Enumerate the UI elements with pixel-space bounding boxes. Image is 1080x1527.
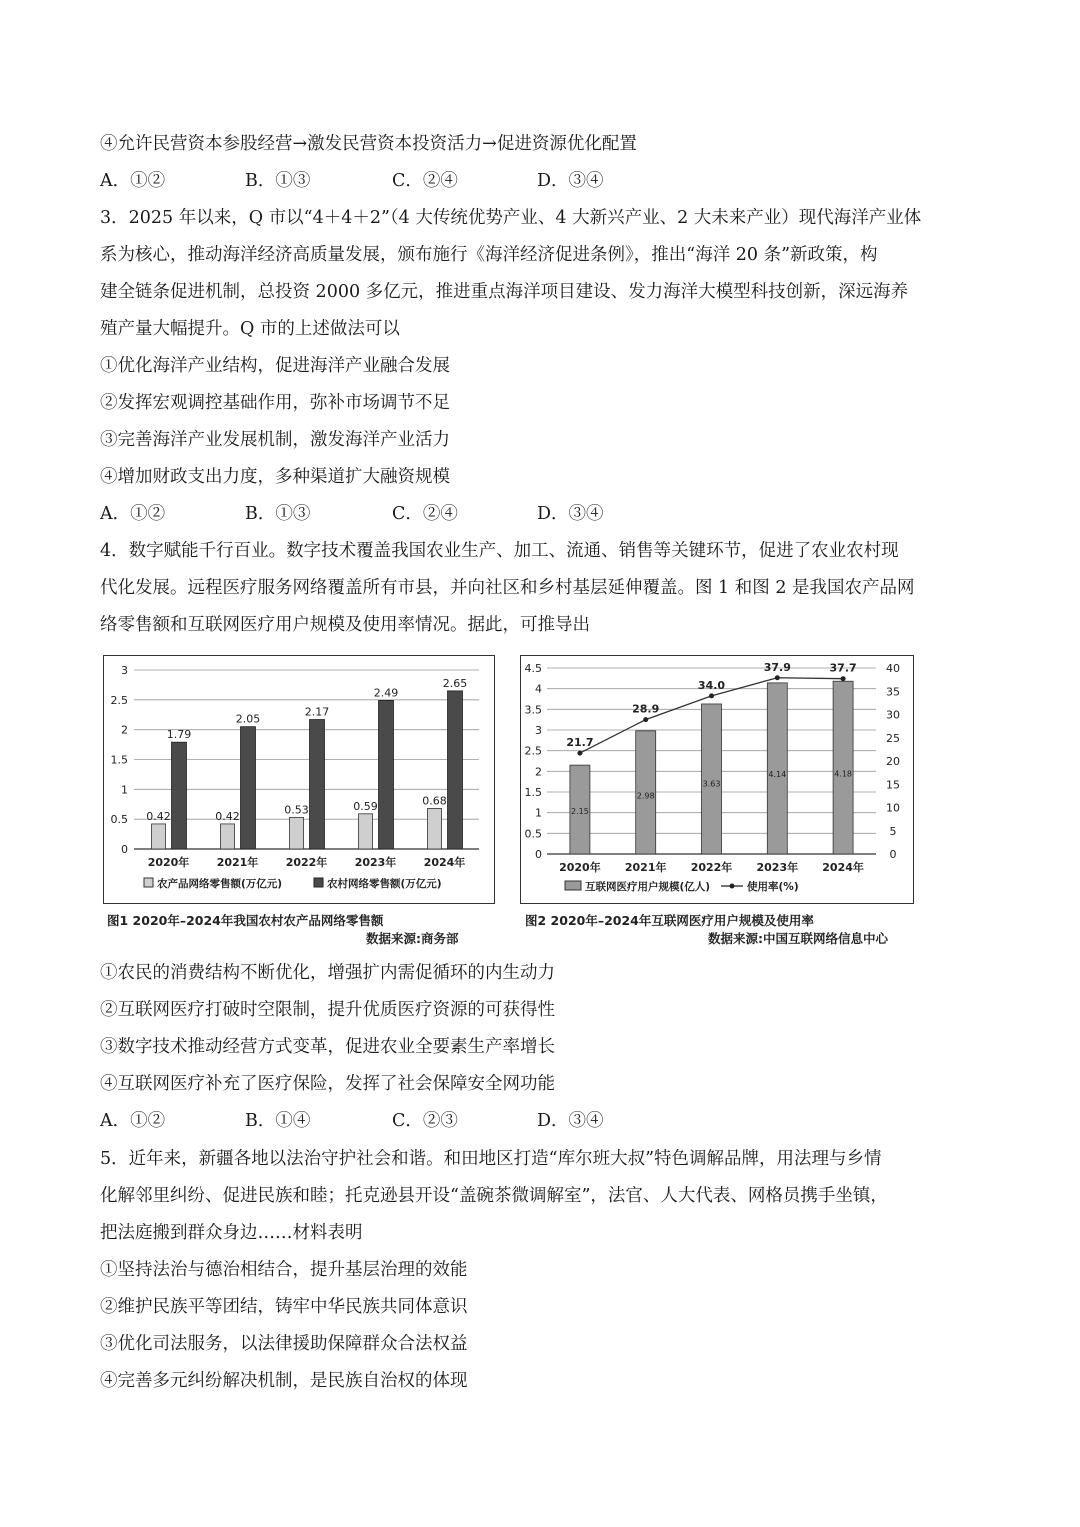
bar-rural-retail [379, 700, 394, 849]
q3-item-2: ②发挥宏观调控基础作用，弥补市场调节不足 [100, 393, 450, 413]
legend-label: 互联网医疗用户规模(亿人) [585, 881, 711, 893]
y-right-tick-label: 10 [886, 801, 900, 815]
x-tick-label: 2024年 [822, 861, 864, 874]
usage-rate-label: 37.9 [763, 660, 791, 674]
bar-rural-retail [448, 691, 463, 849]
x-tick-label: 2021年 [624, 861, 667, 874]
data-label: 2.65 [442, 676, 468, 690]
y-left-tick-label: 0 [535, 848, 542, 861]
data-label: 2.49 [373, 686, 399, 700]
bar-value-label: 4.14 [768, 769, 787, 779]
y-left-tick-label: 2.5 [524, 744, 542, 758]
figure-2-chart [520, 655, 914, 904]
figure-1-chart [103, 655, 495, 904]
q2-option-a: A．①② [100, 171, 166, 191]
y-tick-label: 2.5 [110, 693, 128, 707]
usage-rate-point [709, 693, 714, 698]
q4-option-b: B．①④ [245, 1111, 311, 1131]
legend-swatch [314, 878, 323, 887]
bar-agri-product [428, 808, 442, 849]
q3-option-b: B．①③ [245, 504, 311, 524]
q5-item-3: ③优化司法服务，以法律援助保障群众合法权益 [100, 1334, 468, 1354]
q2-option-b: B．①③ [245, 171, 311, 191]
data-label: 2.17 [304, 705, 330, 719]
legend-label: 农产品网络零售额(万亿元) [157, 878, 283, 890]
y-tick-label: 0.5 [110, 813, 128, 827]
q3-item-3: ③完善海洋产业发展机制，激发海洋产业活力 [100, 430, 450, 450]
q5-stem-line: 把法庭搬到群众身边……材料表明 [100, 1223, 363, 1243]
y-left-tick-label: 2 [535, 765, 542, 779]
usage-rate-label: 28.9 [632, 702, 660, 716]
q3-stem-line: 建全链条促进机制，总投资 2000 多亿元，推进重点海洋项目建设、发力海洋大模型科技创新，深远海养 [100, 282, 909, 302]
bar-agri-product [359, 814, 373, 849]
bar-agri-product [290, 817, 304, 849]
y-left-tick-label: 4 [535, 682, 542, 696]
y-right-tick-label: 30 [886, 708, 900, 722]
x-tick-label: 2020年 [559, 861, 601, 874]
figure-1-svg [104, 656, 494, 903]
y-tick-label: 1.5 [110, 753, 128, 767]
data-label: 0.42 [146, 809, 171, 823]
q4-option-d: D．③④ [537, 1111, 604, 1131]
bar-rural-retail [241, 727, 256, 849]
usage-rate-label: 37.7 [829, 661, 857, 675]
data-label: 0.53 [284, 803, 309, 817]
x-tick-label: 2021年 [216, 856, 259, 869]
data-label: 0.68 [422, 794, 447, 808]
q3-option-c: C．②④ [392, 504, 458, 524]
legend-swatch [565, 881, 581, 890]
q5-item-4: ④完善多元纠纷解决机制，是民族自治权的体现 [100, 1371, 468, 1391]
q3-stem-line: 3．2025 年以来，Q 市以“4＋4＋2”（4 大传统优势产业、4 大新兴产业、2 大未来产业）现代海洋产业体 [100, 208, 922, 228]
y-right-tick-label: 40 [886, 662, 900, 675]
q3-option-d: D．③④ [537, 504, 604, 524]
q4-stem-line: 代化发展。远程医疗服务网络覆盖所有市县，并向社区和乡村基层延伸覆盖。图 1 和图 2 是我国农产品网 [100, 578, 915, 598]
y-left-tick-label: 1 [535, 806, 542, 820]
legend-marker [730, 884, 735, 889]
q5-item-2: ②维护民族平等团结，铸牢中华民族共同体意识 [100, 1297, 468, 1317]
q4-item-2: ②互联网医疗打破时空限制，提升优质医疗资源的可获得性 [100, 1000, 555, 1020]
figure-2-caption: 图2 2020年–2024年互联网医疗用户规模及使用率 [525, 913, 814, 928]
q5-stem-line: 化解邻里纠纷、促进民族和睦；托克逊县开设“盖碗茶微调解室”，法官、人大代表、网格员携手坐镇， [100, 1186, 888, 1206]
x-tick-label: 2023年 [756, 861, 799, 874]
figure-1-source: 数据来源:商务部 [366, 931, 459, 946]
usage-rate-point [775, 675, 780, 680]
usage-rate-point [841, 676, 846, 681]
y-tick-label: 3 [121, 664, 128, 677]
q3-option-a: A．①② [100, 504, 166, 524]
q4-item-1: ①农民的消费结构不断优化，增强扩内需促循环的内生动力 [100, 963, 555, 983]
y-left-tick-label: 1.5 [524, 786, 542, 799]
x-tick-label: 2023年 [354, 856, 397, 869]
q3-item-1: ①优化海洋产业结构，促进海洋产业融合发展 [100, 356, 450, 376]
data-label: 2.05 [235, 712, 261, 726]
legend-swatch [144, 878, 153, 887]
y-left-tick-label: 4.5 [524, 662, 542, 675]
q2-item-4: ④允许民营资本参股经营→激发民营资本投资活力→促进资源优化配置 [100, 134, 637, 154]
bar-medical-users [767, 683, 787, 854]
bar-value-label: 4.18 [834, 769, 853, 779]
bar-rural-retail [172, 742, 187, 849]
q4-stem-line: 4．数字赋能千行百业。数字技术覆盖我国农业生产、加工、流通、销售等关键环节，促进了农业农村现 [100, 541, 899, 561]
y-tick-label: 2 [121, 723, 128, 737]
q3-item-4: ④增加财政支出力度，多种渠道扩大融资规模 [100, 467, 450, 487]
legend-label: 农村网络零售额(万亿元) [327, 878, 442, 890]
y-right-tick-label: 5 [889, 824, 897, 838]
bar-value-label: 2.98 [636, 791, 655, 801]
y-right-tick-label: 35 [886, 685, 900, 699]
data-label: 1.79 [166, 728, 192, 742]
usage-rate-label: 21.7 [566, 736, 594, 750]
x-tick-label: 2022年 [690, 861, 733, 874]
bar-agri-product [221, 824, 235, 849]
q2-option-d: D．③④ [537, 171, 604, 191]
y-tick-label: 1 [121, 783, 128, 797]
bar-value-label: 2.15 [570, 807, 589, 817]
usage-rate-point [577, 751, 582, 756]
y-left-tick-label: 0.5 [524, 827, 542, 841]
q5-stem-line: 5．近年来，新疆各地以法治守护社会和谐。和田地区打造“库尔班大叔”特色调解品牌，用法理与乡情 [100, 1149, 882, 1169]
data-label: 0.42 [215, 809, 240, 823]
figure-2-svg [521, 656, 913, 903]
bar-value-label: 3.63 [702, 779, 721, 789]
y-left-tick-label: 3 [535, 724, 542, 737]
data-label: 0.59 [353, 799, 378, 813]
q4-option-c: C．②③ [392, 1111, 458, 1131]
y-tick-label: 0 [121, 843, 128, 856]
y-right-tick-label: 20 [886, 755, 900, 768]
x-tick-label: 2020年 [147, 856, 190, 869]
usage-rate-label: 34.0 [697, 678, 726, 692]
x-tick-label: 2024年 [423, 856, 466, 869]
q4-option-a: A．①② [100, 1111, 166, 1131]
q5-item-1: ①坚持法治与德治相结合，提升基层治理的效能 [100, 1260, 468, 1280]
legend-label: 使用率(%) [747, 881, 799, 893]
bar-rural-retail [310, 720, 325, 849]
y-right-tick-label: 15 [886, 778, 900, 792]
q4-stem-line: 络零售额和互联网医疗用户规模及使用率情况。据此，可推导出 [100, 615, 590, 635]
figure-2-source: 数据来源:中国互联网络信息中心 [708, 931, 888, 946]
bar-agri-product [152, 824, 166, 849]
y-left-tick-label: 3.5 [524, 703, 542, 717]
q3-stem-line: 系为核心，推动海洋经济高质量发展，颁布施行《海洋经济促进条例》，推出“海洋 20 条”新政策，构 [100, 245, 878, 265]
x-tick-label: 2022年 [285, 856, 328, 869]
q2-option-c: C．②④ [392, 171, 458, 191]
q3-stem-line: 殖产量大幅提升。Q 市的上述做法可以 [100, 319, 400, 339]
y-right-tick-label: 25 [886, 731, 900, 745]
y-right-tick-label: 0 [889, 848, 897, 861]
q4-item-3: ③数字技术推动经营方式变革，促进农业全要素生产率增长 [100, 1037, 555, 1057]
usage-rate-point [643, 717, 648, 722]
bar-medical-users [833, 681, 853, 854]
q4-item-4: ④互联网医疗补充了医疗保险，发挥了社会保障安全网功能 [100, 1074, 555, 1094]
figure-1-caption: 图1 2020年–2024年我国农村农产品网络零售额 [107, 913, 384, 928]
